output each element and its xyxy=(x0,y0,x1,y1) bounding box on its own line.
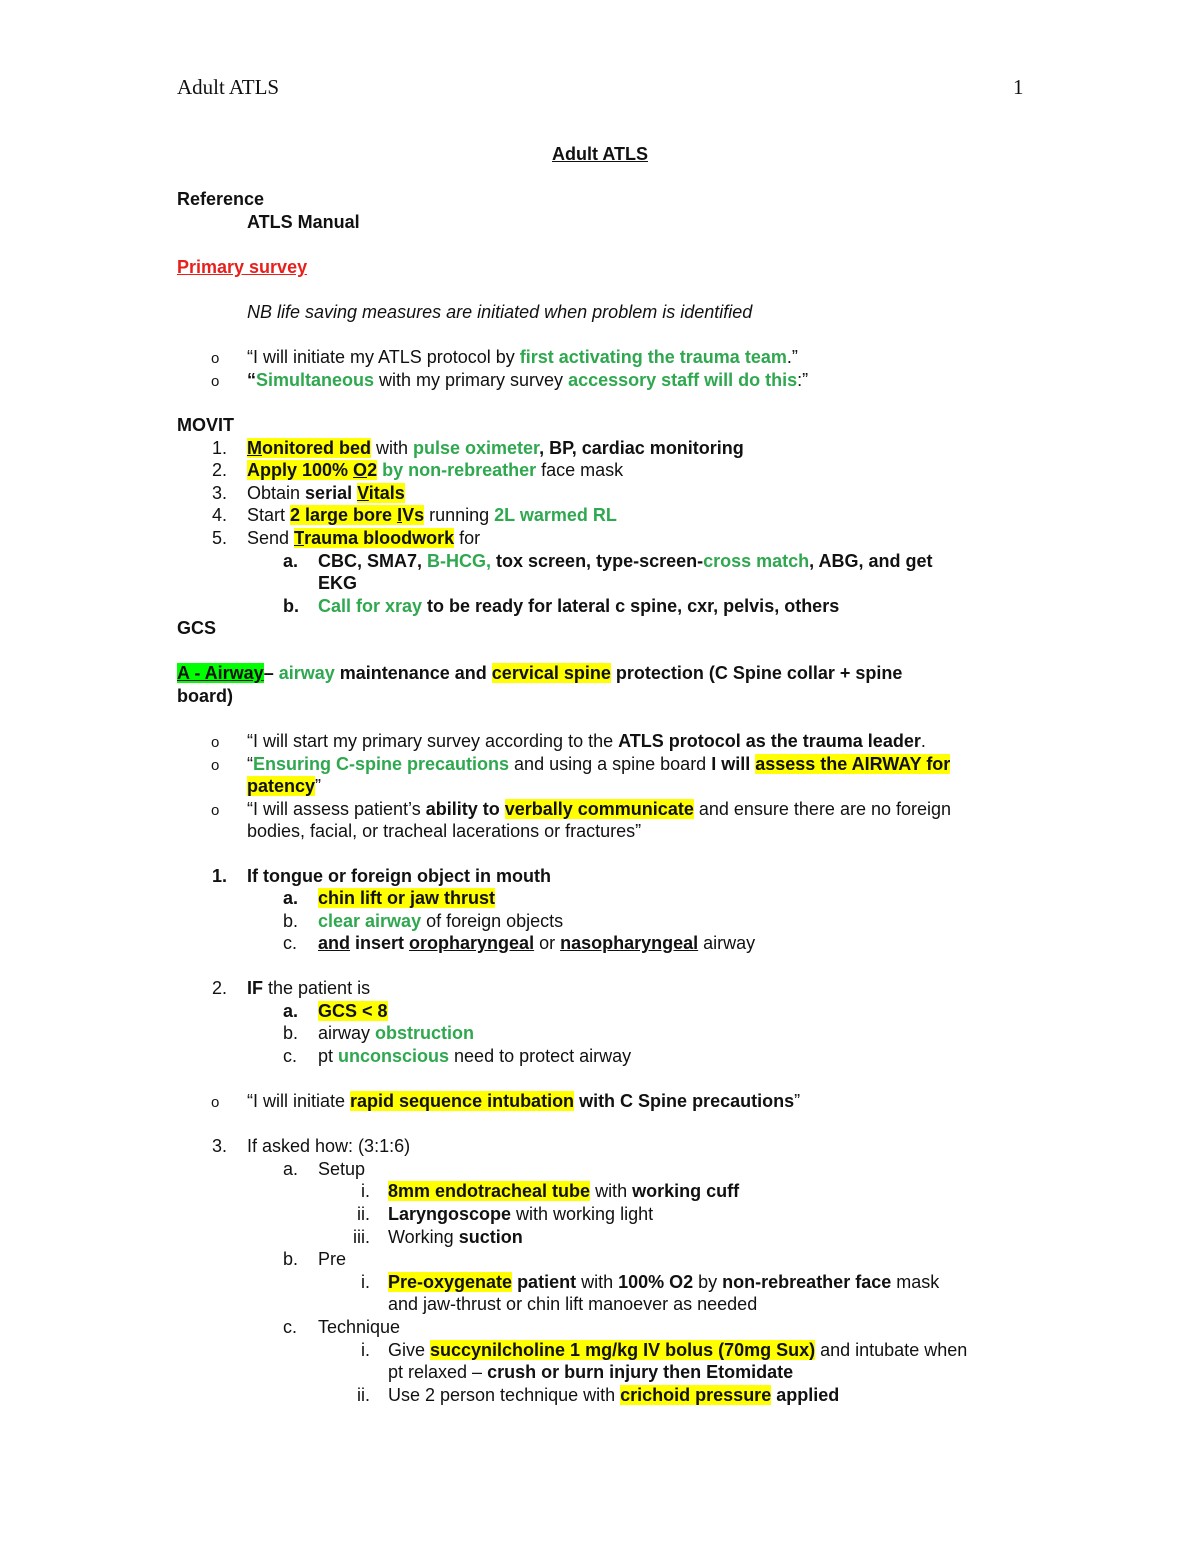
list-letter: b. xyxy=(283,596,299,616)
airway-bullet-2-cont: patency” xyxy=(247,776,322,796)
step-2-title: IF the patient is xyxy=(247,978,371,998)
step-3a: Setup xyxy=(318,1159,366,1179)
list-roman: i. xyxy=(361,1272,370,1292)
bullet-marker: o xyxy=(211,1094,220,1111)
primary-bullet-1: “I will initiate my ATLS protocol by first activating the trauma team.” xyxy=(247,347,798,367)
step-1b: clear airway of foreign objects xyxy=(318,911,564,931)
movit-item-2: Apply 100% O2 by non-rebreather face mask xyxy=(247,460,624,480)
step-1c: and insert oropharyngeal or nasopharyngeal airway xyxy=(318,933,756,953)
list-number: 3. xyxy=(212,1136,228,1156)
list-letter: c. xyxy=(283,1317,298,1337)
list-roman: iii. xyxy=(353,1227,370,1247)
bullet-marker: o xyxy=(211,350,220,367)
step-1-title: If tongue or foreign object in mouth xyxy=(247,866,551,886)
step-3b: Pre xyxy=(318,1249,347,1269)
step-3c-ii: Use 2 person technique with crichoid pressure applied xyxy=(388,1385,840,1405)
movit-item-5: Send Trauma bloodwork for xyxy=(247,528,481,548)
list-number: 2. xyxy=(212,978,228,998)
primary-survey-heading: Primary survey xyxy=(177,257,308,277)
list-letter: b. xyxy=(283,1249,299,1269)
list-letter: a. xyxy=(283,551,299,571)
list-number: 4. xyxy=(212,505,228,525)
list-letter: b. xyxy=(283,911,299,931)
primary-survey-note: NB life saving measures are initiated when problem is identified xyxy=(247,302,753,322)
step-3-title: If asked how: (3:1:6) xyxy=(247,1136,411,1156)
list-letter: a. xyxy=(283,1159,299,1179)
list-number: 1. xyxy=(212,866,228,886)
list-roman: ii. xyxy=(357,1385,370,1405)
airway-bullet-3-cont: bodies, facial, or tracheal lacerations or fractures” xyxy=(247,821,642,841)
step-3c-i-cont: pt relaxed – crush or burn injury then Etomidate xyxy=(388,1362,794,1382)
step-3a-ii: Laryngoscope with working light xyxy=(388,1204,654,1224)
movit-heading: MOVIT xyxy=(177,415,234,435)
airway-heading: A - Airway– airway maintenance and cervical spine protection (C Spine collar + spine xyxy=(177,663,903,683)
movit-item-5b: Call for xray to be ready for lateral c spine, cxr, pelvis, others xyxy=(318,596,840,616)
reference-label: Reference xyxy=(177,189,265,209)
airway-heading-cont: board) xyxy=(177,686,233,706)
list-letter: c. xyxy=(283,933,298,953)
list-roman: ii. xyxy=(357,1204,370,1224)
page-number: 1 xyxy=(1013,75,1024,99)
step-3b-i: Pre-oxygenate patient with 100% O2 by non-rebreather face mask xyxy=(388,1272,940,1292)
list-letter: a. xyxy=(283,888,299,908)
list-number: 3. xyxy=(212,483,228,503)
list-letter: a. xyxy=(283,1001,299,1021)
movit-item-1: Monitored bed with pulse oximeter, BP, cardiac monitoring xyxy=(247,438,744,458)
list-letter: c. xyxy=(283,1046,298,1066)
movit-item-4: Start 2 large bore IVs running 2L warmed RL xyxy=(247,505,617,525)
reference-value: ATLS Manual xyxy=(247,212,360,232)
list-letter: b. xyxy=(283,1023,299,1043)
step-3a-i: 8mm endotracheal tube with working cuff xyxy=(388,1181,740,1201)
list-number: 5. xyxy=(212,528,228,548)
bullet-marker: o xyxy=(211,734,220,751)
document-title: Adult ATLS xyxy=(552,144,648,164)
step-2c: pt unconscious need to protect airway xyxy=(318,1046,632,1066)
movit-item-5a-cont: EKG xyxy=(318,573,358,593)
gcs-heading: GCS xyxy=(177,618,217,638)
step-2a: GCS < 8 xyxy=(318,1001,388,1021)
bullet-marker: o xyxy=(211,757,220,774)
bullet-marker: o xyxy=(211,802,220,819)
step-2b: airway obstruction xyxy=(318,1023,475,1043)
list-roman: i. xyxy=(361,1340,370,1360)
airway-bullet-1: “I will start my primary survey according to the ATLS protocol as the trauma leader. xyxy=(247,731,926,751)
list-roman: i. xyxy=(361,1181,370,1201)
step-1a: chin lift or jaw thrust xyxy=(318,888,496,908)
step-3a-iii: Working suction xyxy=(388,1227,523,1247)
list-number: 1. xyxy=(212,438,228,458)
movit-item-5a: CBC, SMA7, B-HCG, tox screen, type-screen-cross match, ABG, and get xyxy=(318,551,933,571)
running-header-title: Adult ATLS xyxy=(177,75,280,99)
step-3b-i-cont: and jaw-thrust or chin lift manoever as needed xyxy=(388,1294,758,1314)
airway-bullet-3: “I will assess patient’s ability to verbally communicate and ensure there are no foreign xyxy=(247,799,952,819)
list-number: 2. xyxy=(212,460,228,480)
airway-bullet-2: “Ensuring C-spine precautions and using a spine board I will assess the AIRWAY for xyxy=(247,754,951,774)
rsi-bullet: “I will initiate rapid sequence intubation with C Spine precautions” xyxy=(247,1091,801,1111)
primary-bullet-2: “Simultaneous with my primary survey accessory staff will do this:” xyxy=(247,370,809,390)
bullet-marker: o xyxy=(211,373,220,390)
step-3c: Technique xyxy=(318,1317,401,1337)
movit-item-3: Obtain serial Vitals xyxy=(247,483,405,503)
step-3c-i: Give succynilcholine 1 mg/kg IV bolus (70mg Sux) and intubate when xyxy=(388,1340,968,1360)
